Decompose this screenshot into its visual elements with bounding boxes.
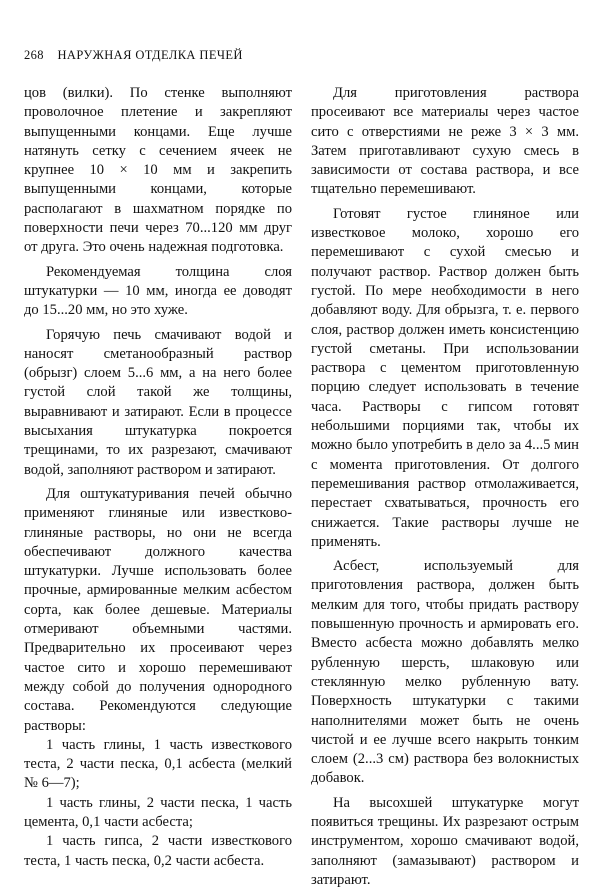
paragraph: Рекомендуемая толщина слоя штукатурки — 10 мм, иногда ее доводят до 15...20 мм, но это хуже. — [24, 263, 292, 319]
left-column — [24, 84, 292, 871]
paragraph: цов (вилки). По стенке выполняют проволочное плетение и закрепляют выпущенными концами. Еще лучше натянуть сетку с сечением ячеек не крупнее 10 × 10 мм и закрепить выпущенными концами, которые располагают в шахматном порядке по поверхности печи через 70...120 мм друг от друга. Это очень надежная подготовка. — [24, 85, 292, 256]
paragraph: Для оштукатуривания печей обычно применяют глиняные или известково-глиняные растворы, но они не всегда обеспечивают должного качества штукатурки. Лучше использовать более прочные, армированные мелким асбестом сорта, как более дешевые. Материалы отмеривают объемными частями. Предварительно их просеивают через частое сито и хорошо перемешивают между собой до получения однородного состава. Рекомендуются следующие растворы: — [24, 485, 292, 734]
recipe-item: 1 часть глины, 1 часть известкового теста, 2 части песка, 0,1 асбеста (мелкий № 6—7); — [24, 736, 292, 792]
paragraph: Для приготовления раствора просеивают все материалы через частое сито с отверстиями не реже 3 × 3 мм. Затем приготавливают сухую смесь в зависимости от состава раствора, и все тщательно перемешивают. — [311, 85, 579, 198]
running-title: НАРУЖНАЯ ОТДЕЛКА ПЕЧЕЙ — [57, 48, 243, 62]
page-number: 268 — [24, 48, 44, 62]
paragraph: Горячую печь смачивают водой и наносят сметанообразный раствор (обрызг) слоем 5...6 мм, а на него более густой слой такой же толщины, выравнивают и затирают. Если в процессе высыхания штукатурка покроется трещинами, то их разрезают, смачивают водой, заполняют раствором и затирают. — [24, 326, 292, 478]
running-header — [24, 48, 243, 63]
recipe-item: 1 часть глины, 2 части песка, 1 часть цемента, 0,1 части асбеста; — [24, 794, 292, 830]
right-column — [311, 84, 579, 895]
paragraph: На высохшей штукатурке могут появиться трещины. Их разрезают острым инструментом, хорошо смачивают водой, заполняют (замазывают) раствором и затирают. — [311, 794, 579, 888]
paragraph: Асбест, используемый для приготовления раствора, должен быть мелким для того, чтобы придать раствору повышенную прочность и армировать его. Вместо асбеста можно добавлять мелко рубленную шерсть, шлаковую или стеклянную мелко рубленную вату. Поверхность штукатурки с такими наполнителями может быть не очень чистой и ее лучше всего накрыть тонким слоем (2...3 см) раствора без волокнистых добавок. — [311, 558, 579, 787]
recipe-item: 1 часть гипса, 2 части известкового теста, 1 часть песка, 0,2 части асбеста. — [24, 833, 292, 869]
paragraph: Готовят густое глиняное или известковое молоко, хорошо его перемешивают с сухой смесью и получают раствор. Раствор должен быть густой. По мере необходимости в него добавляют воду. Для обрызга, т. е. первого слоя, раствор должен иметь консистенцию густой сметаны. При использовании раствора с цементом приготовленную порцию следует использовать в течение часа. Растворы с гипсом готовят небольшими порциями так, чтобы их можно было употребить в дело за 4...5 мин с момента приготовления. От долгого перемешивания раствор отмолаживается, перестает схватываться, прочность его снижается. Такие растворы лучше не применять. — [311, 205, 579, 550]
